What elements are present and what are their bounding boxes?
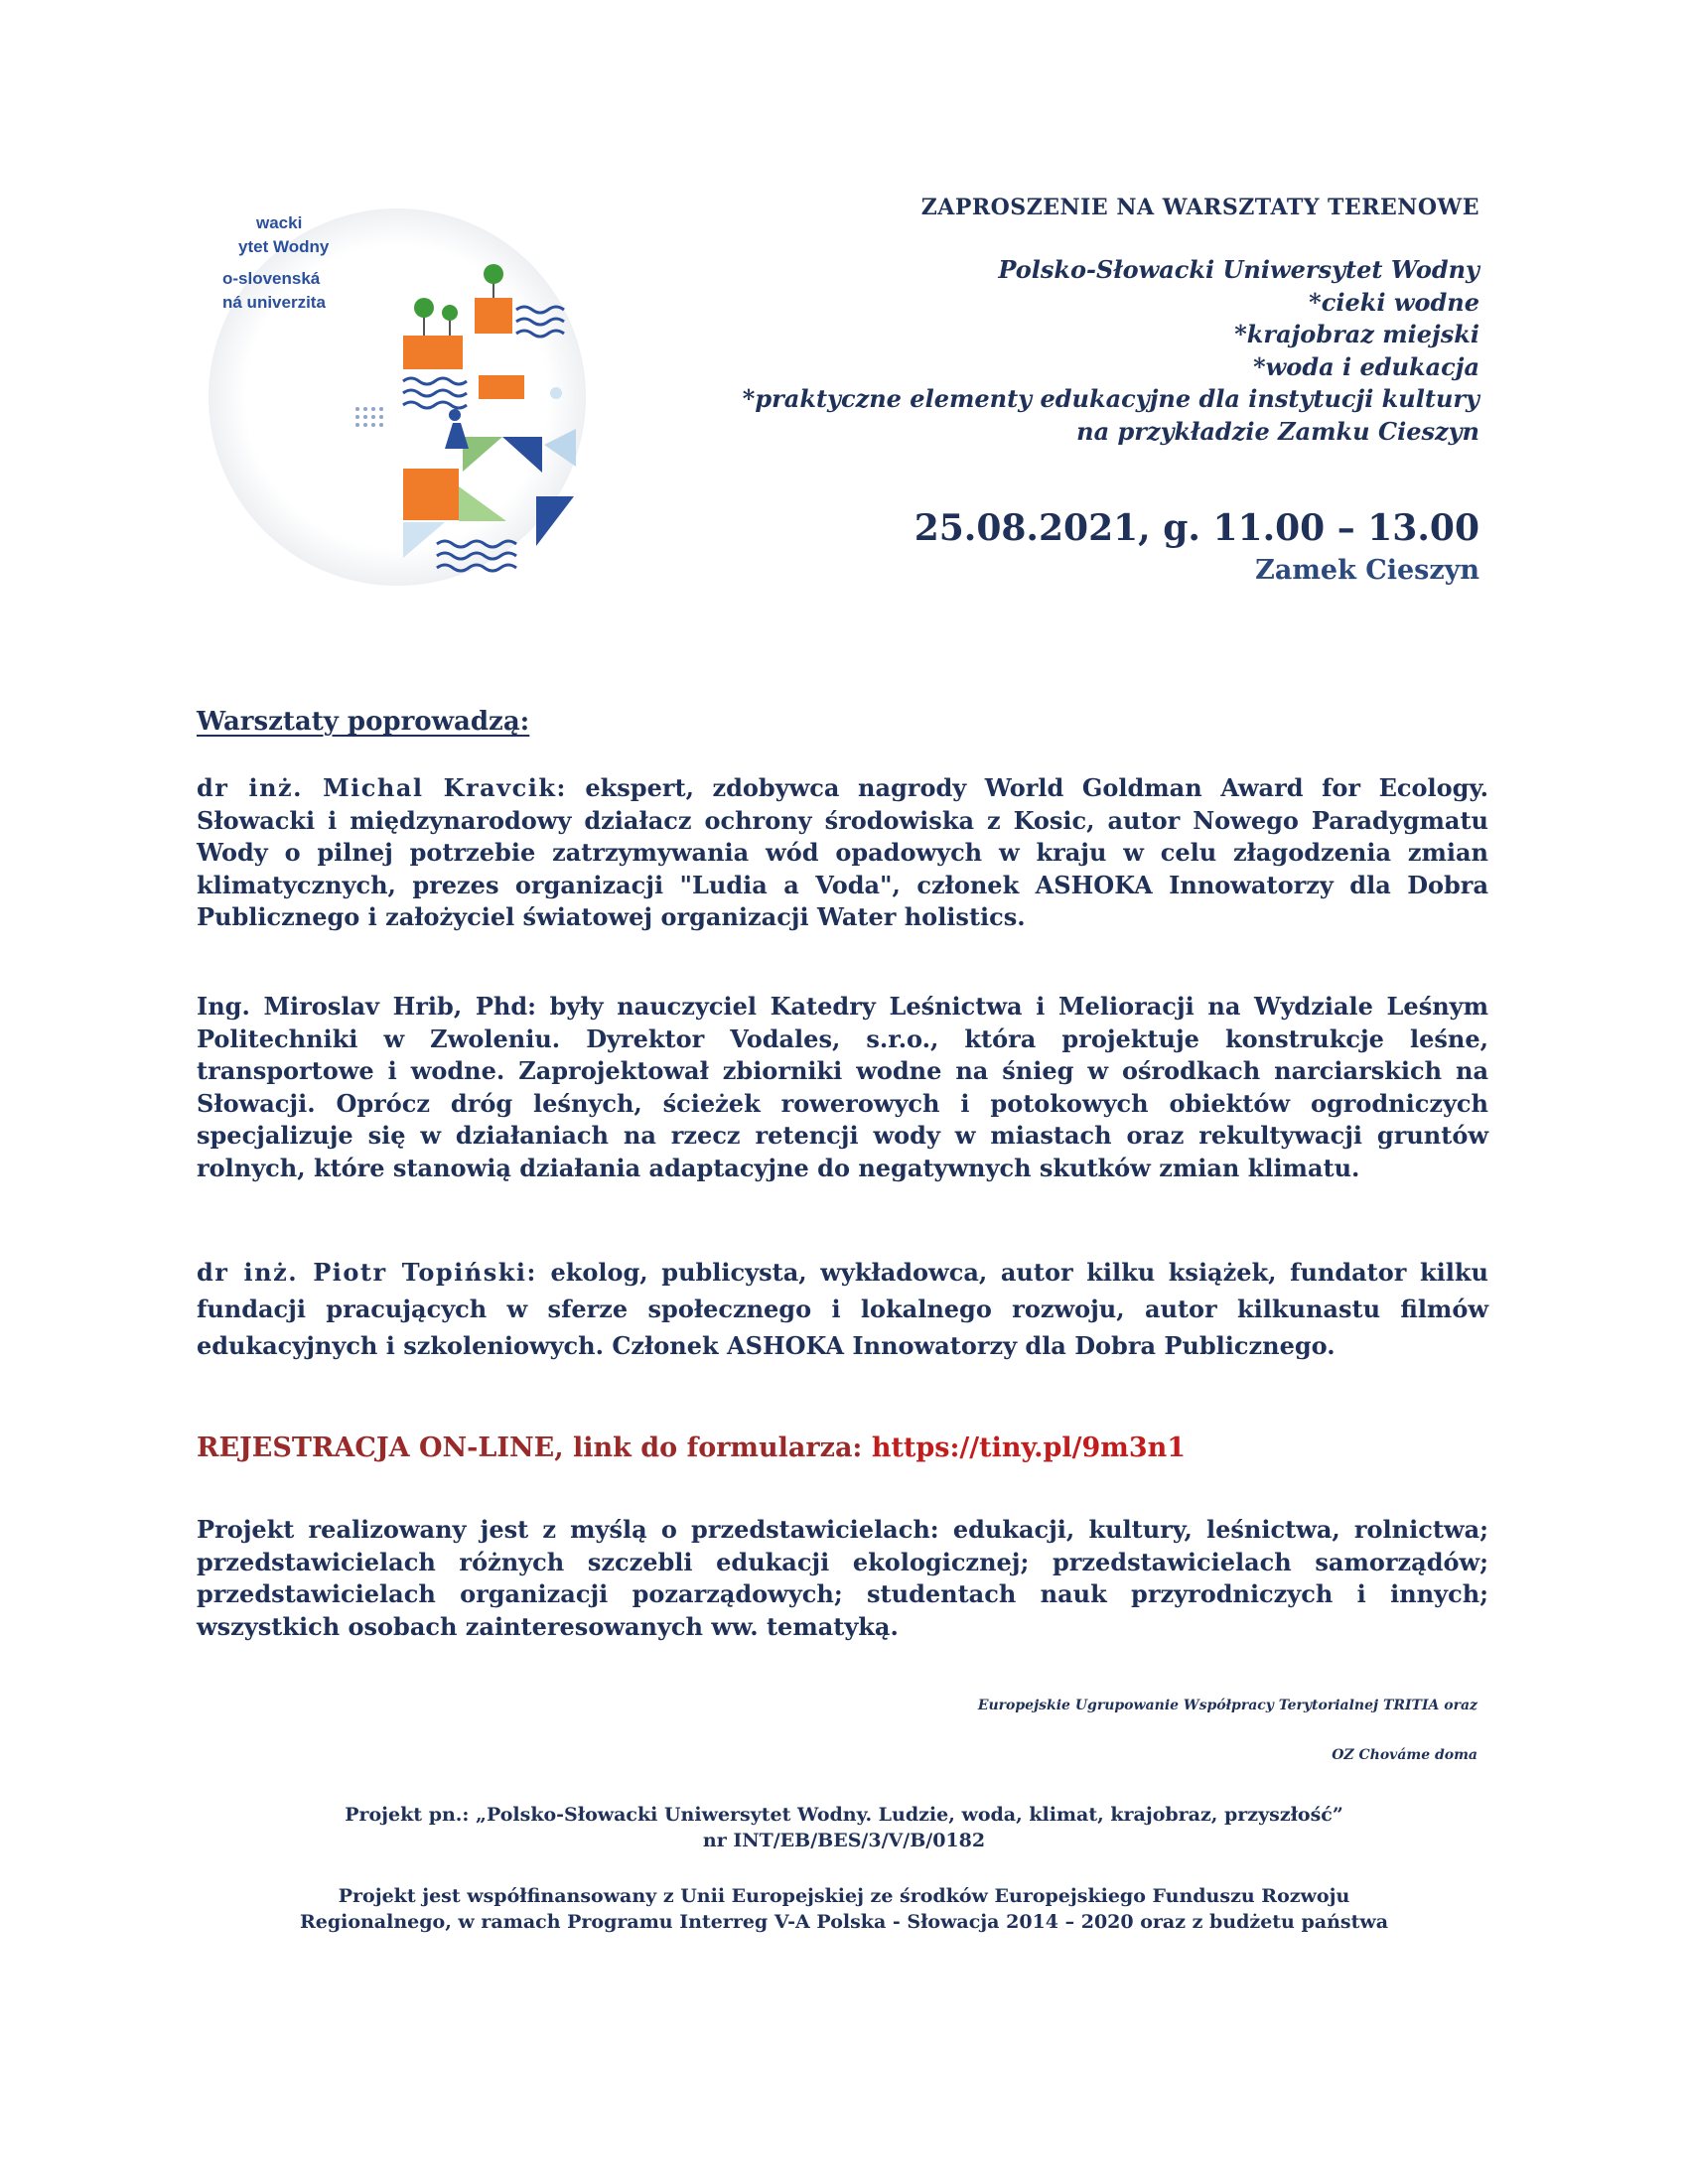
- speaker-bio-3: [197, 1254, 1488, 1364]
- logo-text-4: ná univerzita: [222, 293, 326, 312]
- logo-text-2: ytet Wodny: [238, 237, 330, 256]
- speaker-bio-1: [197, 772, 1488, 934]
- speaker-name: dr inż. Piotr Topiński:: [197, 1258, 537, 1287]
- speaker-name: dr inż. Michal Kravcik:: [197, 773, 567, 802]
- logo-text-3: o-slovenská: [222, 269, 321, 288]
- funding-line: Regionalnego, w ramach Programu Interreg V-A Polska - Słowacja 2014 – 2020 oraz z budżetu państwa: [299, 1911, 1389, 1933]
- speaker-name: Ing. Miroslav Hrib, Phd:: [197, 992, 536, 1021]
- speaker-description: ekspert, zdobywca nagrody World Goldman Award for Ecology. Słowacki i międzynarodowy działacz ochrony środowiska z Kosic, autor Nowego Paradygmatu Wody o pilnej potrzebie zatrzymywania wód opadowych w kraju w celu złagodzenia zmian klimatycznych, prezes organizacji "Ludia a Voda", członek ASHOKA Innowatorzy dla Dobra Publicznego i założyciel światowej organizacji Water holistics.: [197, 773, 1488, 931]
- topic-line: *krajobraz miejski: [1234, 320, 1479, 348]
- registration-label: REJESTRACJA ON-LINE, link do formularza:: [197, 1433, 872, 1463]
- partner-credit-2: OZ Chováme doma: [1332, 1747, 1477, 1763]
- invitation-header: [586, 195, 1479, 586]
- funding-info: [149, 1883, 1539, 1935]
- registration-link[interactable]: https://tiny.pl/9m3n1: [871, 1433, 1187, 1463]
- project-name-line: Projekt pn.: „Polsko-Słowacki Uniwersytet Wodny. Ludzie, woda, klimat, krajobraz, przyszłość”: [345, 1804, 1343, 1826]
- audience-paragraph: Projekt realizowany jest z myślą o przedstawicielach: edukacji, kultury, leśnictwa, rolnictwa; przedstawicielach różnych szczebli edukacji ekologicznej; przedstawicielach samorządów; przedstawicielach organizacji pozarządowych; studentach nauk przyrodniczych i innych; wszystkich osobach zainteresowanych ww. tematyką.: [197, 1515, 1488, 1641]
- event-date: 25.08.2021, g. 11.00 – 13.00: [914, 507, 1479, 549]
- topic-line: *woda i edukacja: [1253, 351, 1479, 381]
- registration-line: [197, 1433, 1488, 1463]
- section-heading: Warsztaty poprowadzą:: [197, 707, 530, 737]
- speaker-description: były nauczyciel Katedry Leśnictwa i Melioracji na Wydziale Leśnym Politechniki w Zwoleniu. Dyrektor Vodales, s.r.o., która projektuje konstrukcje leśne, transportowe i wodne. Zaprojektował zbiorniki wodne na śnieg w ośrodkach narciarskich na Słowacji. Oprócz dróg leśnych, ścieżek rowerowych i potokowych obiektów ogrodniczych specjalizuje się w działaniach na rzecz retencji wody w miastach oraz rekultywacji gruntów rolnych, które stanowią działania adaptacyjne do negatywnych skutków zmian klimatu.: [197, 992, 1488, 1182]
- logo-text-1: wacki: [256, 213, 303, 232]
- topic-line: Polsko-Słowacki Uniwersytet Wodny: [998, 255, 1479, 284]
- speaker-bio-2: [197, 991, 1488, 1184]
- topic-line: *praktyczne elementy edukacyjne dla instytucji kultury: [742, 384, 1479, 413]
- topic-line: *cieki wodne: [1309, 287, 1479, 317]
- logo-graphic: [209, 199, 596, 596]
- partner-credit-1: Europejskie Ugrupowanie Współpracy Terytorialnej TRITIA oraz: [977, 1698, 1477, 1713]
- project-logo: [209, 199, 596, 596]
- speaker-description: ekolog, publicysta, wykładowca, autor kilku książek, fundator kilku fundacji pracujących w sferze społecznego i lokalnego rozwoju, autor kilkunastu filmów edukacyjnych i szkoleniowych. Członek ASHOKA Innowatorzy dla Dobra Publicznego.: [197, 1258, 1488, 1360]
- topic-line: na przykładzie Zamku Cieszyn: [1076, 416, 1479, 446]
- workshop-topics: [586, 254, 1479, 448]
- project-info: [149, 1802, 1539, 1853]
- project-number-line: nr INT/EB/BES/3/V/B/0182: [702, 1830, 986, 1851]
- invitation-title: ZAPROSZENIE NA WARSZTATY TERENOWE: [920, 195, 1479, 220]
- funding-line: Projekt jest współfinansowany z Unii Europejskiej ze środków Europejskiego Funduszu Rozwoju: [338, 1885, 1350, 1907]
- event-place: Zamek Cieszyn: [1255, 555, 1479, 586]
